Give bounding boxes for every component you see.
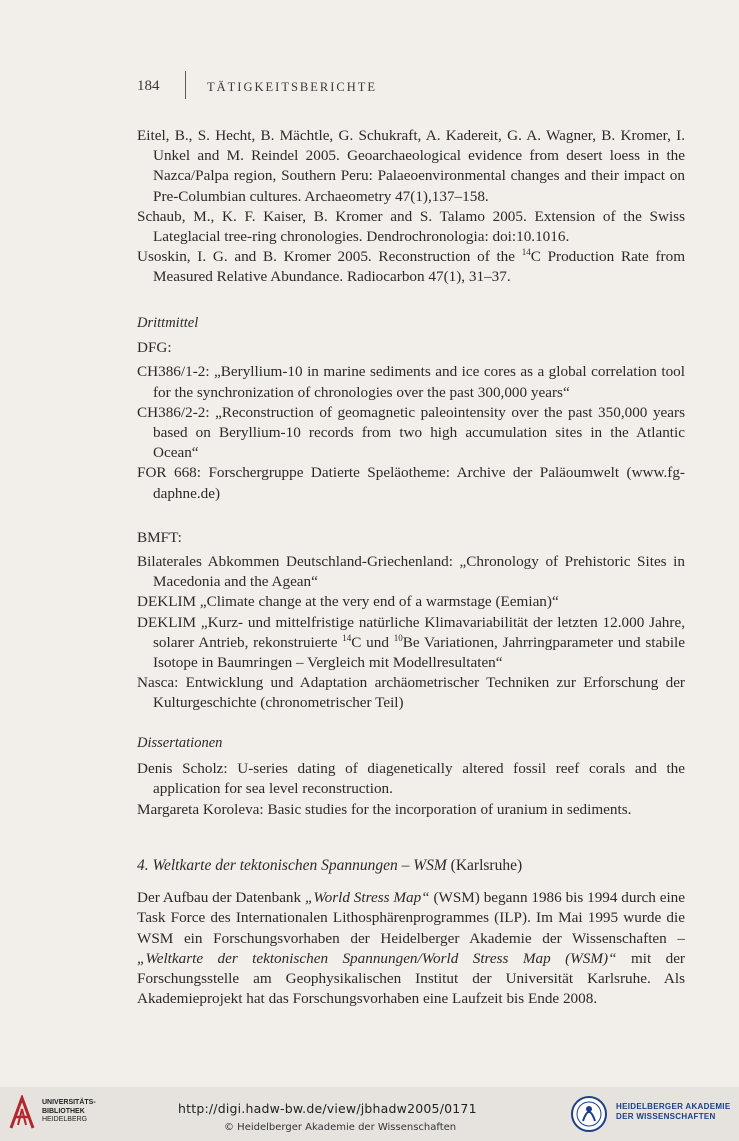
copyright-notice: © Heidelberger Akademie der Wissenschaften bbox=[224, 1122, 457, 1133]
reference-item: Schaub, M., K. F. Kaiser, B. Kromer and S. Talamo 2005. Extension of the Swiss Lateglacial tree-ring chronologies. Dendrochronologia: doi:10.1016. bbox=[137, 207, 685, 246]
funding-item: FOR 668: Forschergruppe Datierte Speläotheme: Archive der Paläoumwelt (www.fg-daphne.de) bbox=[137, 464, 685, 502]
funding-item: CH386/1-2: „Beryllium-10 in marine sediments and ice cores as a global correlation tool for the synchronization of chronologies over the past 300,000 years“ bbox=[137, 363, 685, 401]
hadw-label: HEIDELBERGER AKADEMIE DER WISSENSCHAFTEN bbox=[616, 1102, 731, 1121]
ub-heidelberg-logo-icon bbox=[8, 1095, 36, 1131]
dissertationen-heading: Dissertationen bbox=[137, 735, 223, 751]
drittmittel-heading: Drittmittel bbox=[137, 315, 199, 331]
reference-item: Usoskin, I. G. and B. Kromer 2005. Reconstruction of the $^{14}$C Production Rate from Measured Relative Abundance. Radiocarbon 47(1), 31–37. bbox=[137, 247, 686, 286]
funding-item: Bilaterales Abkommen Deutschland-Griechenland: „Chronology of Prehistoric Sites in Macedonia and the Agean“ bbox=[137, 553, 685, 591]
permalink-url[interactable]: http://digi.hadw-bw.de/view/jbhadw2005/0171 bbox=[178, 1101, 477, 1116]
dissertation-item: Denis Scholz: U-series dating of diagenetically altered fossil reef corals and the application for sea level reconstruction. bbox=[137, 760, 685, 798]
dfg-label: DFG: bbox=[137, 339, 172, 357]
bmft-label: BMFT: bbox=[137, 528, 182, 546]
section-4 bbox=[137, 856, 685, 1009]
funding-item: Nasca: Entwicklung und Adaptation archäometrischer Techniken zur Erforschung der Kulturgeschichte (chronometrischer Teil) bbox=[137, 674, 685, 712]
hadw-seal-icon bbox=[570, 1095, 608, 1133]
viewer-footer bbox=[0, 1087, 739, 1141]
section-heading: 4. Weltkarte der tektonischen Spannungen – WSM (Karlsruhe) bbox=[137, 857, 523, 874]
header-divider bbox=[185, 71, 186, 99]
funding-item: DEKLIM „Kurz- und mittelfristige natürliche Klimavariabilität der letzten 12.000 Jahre, solarer Antrieb, rekonstruierte $^{14}$C und $^{10}$Be Variationen, Jahrringparameter und stabile Isotope in Baumringen – Vergleich mit Modellresultaten“ bbox=[137, 613, 686, 672]
reference-item: Eitel, B., S. Hecht, B. Mächtle, G. Schukraft, A. Kadereit, G. A. Wagner, B. Kromer, I. Unkel and M. Reindel 2005. Geoarchaeological evidence from desert loess in the Nazca/Palpa region, Southern Peru: Palaeoenvironmental changes and their impact on Pre-Columbian cultures. Archaeometry 47(1),137–158. bbox=[137, 127, 685, 205]
funding-item: DEKLIM „Climate change at the very end of a warmstage (Eemian)“ bbox=[137, 593, 559, 611]
references-list bbox=[137, 126, 685, 288]
ub-heidelberg-label: UNIVERSITÄTS- BIBLIOTHEK HEIDELBERG bbox=[42, 1099, 96, 1123]
drittmittel-section bbox=[137, 313, 685, 714]
page-number: 184 bbox=[137, 78, 160, 94]
section-paragraph: Der Aufbau der Datenbank „World Stress Map“ (WSM) begann 1986 bis 1994 durch eine Task Force des Internationalen Lithosphärenprogrammes (ILP). Im Mai 1995 wurde die WSM ein Forschungsvorhaben der Heidelberger Akademie der Wissenschaften – „Weltkarte der tektonischen Spannungen/World Stress Map (WSM)“ mit der Forschungsstelle am Geophysikalischen Institut der Universität Karlsruhe. Als Akademieprojekt hat das Forschungsvorhaben eine Laufzeit bis Ende 2008. bbox=[137, 889, 686, 1008]
dissertation-item: Margareta Koroleva: Basic studies for the incorporation of uranium in sediments. bbox=[137, 800, 632, 818]
dissertationen-section bbox=[137, 733, 685, 820]
funding-item: CH386/2-2: „Reconstruction of geomagnetic paleointensity over the past 350,000 years based on Beryllium-10 records from two high accumulation sites in the Atlantic Ocean“ bbox=[137, 403, 685, 462]
running-title: TÄTIGKEITSBERICHTE bbox=[207, 80, 378, 94]
